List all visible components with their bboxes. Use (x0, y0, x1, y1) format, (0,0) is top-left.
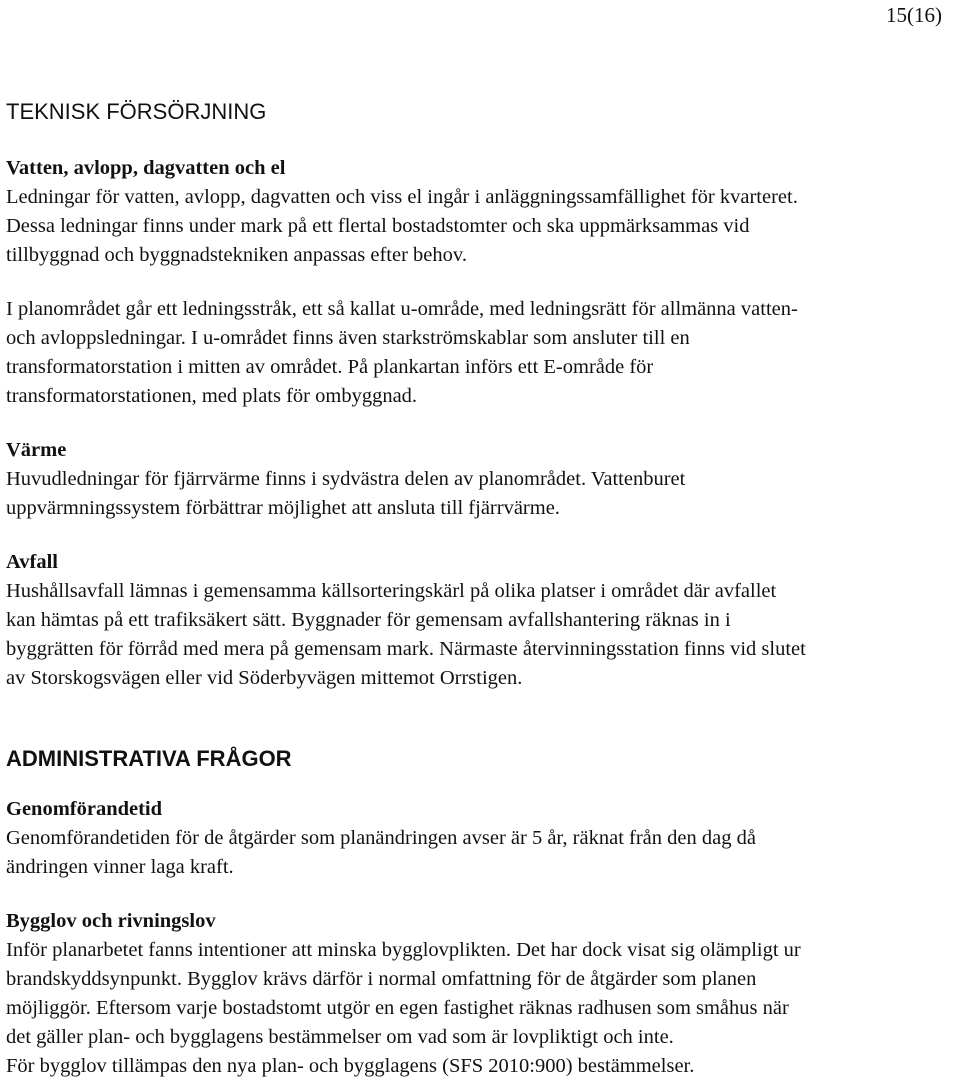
section-title-teknisk: TEKNISK FÖRSÖRJNING (6, 99, 267, 124)
heading-genomforandetid: Genomförandetid (6, 798, 163, 820)
text-line: uppvärmningssystem förbättrar möjlighet att ansluta till fjärrvärme. (6, 497, 560, 519)
text-line: brandskyddsynpunkt. Bygglov krävs därför i normal omfattning för de åtgärder som planen (6, 968, 757, 990)
text-line: tillbyggnad och byggnadstekniken anpassas efter behov. (6, 244, 467, 266)
spacer (6, 882, 952, 907)
page-number: 15(16) (886, 3, 942, 27)
text-line: Ledningar för vatten, avlopp, dagvatten och viss el ingår i anläggningssamfällighet för kvarteret. (6, 186, 798, 208)
paragraph-avfall (6, 577, 952, 693)
text-line: För bygglov tillämpas den nya plan- och bygglagens (SFS 2010:900) bestämmelser. (6, 1055, 695, 1077)
paragraph-genomforandetid (6, 824, 952, 882)
text-line: Hushållsavfall lämnas i gemensamma källsorteringskärl på olika platser i området där avfallet (6, 580, 777, 602)
text-line: och avloppsledningar. I u-området finns även starkströmskablar som ansluter till en (6, 327, 690, 349)
text-line: byggrätten för förråd med mera på gemensam mark. Närmaste återvinningsstation finns vid slutet (6, 638, 806, 660)
paragraph-vatten-1 (6, 183, 952, 270)
spacer (6, 270, 952, 295)
spacer (6, 126, 952, 154)
text-line: ändringen vinner laga kraft. (6, 856, 234, 878)
paragraph-varme (6, 465, 952, 523)
text-line: Huvudledningar för fjärrvärme finns i sydvästra delen av planområdet. Vattenburet (6, 468, 686, 490)
spacer (6, 693, 952, 745)
document-content (6, 98, 952, 1081)
spacer (6, 523, 952, 548)
heading-bygglov: Bygglov och rivningslov (6, 910, 216, 932)
spacer (6, 773, 952, 795)
text-line: möjliggör. Eftersom varje bostadstomt utgör en egen fastighet räknas radhusen som småhus när (6, 997, 789, 1019)
text-line: Inför planarbetet fanns intentioner att minska bygglovplikten. Det har dock visat sig olämpligt ur (6, 939, 801, 961)
text-line: av Storskogsvägen eller vid Söderbyvägen mittemot Orrstigen. (6, 667, 523, 689)
text-line: transformatorstation i mitten av området. På plankartan införs ett E-område för (6, 356, 654, 378)
text-line: det gäller plan- och bygglagens bestämmelser om vad som är lovpliktigt och inte. (6, 1026, 674, 1048)
text-line: I planområdet går ett ledningsstråk, ett så kallat u-område, med ledningsrätt för allmänna vatten- (6, 298, 798, 320)
heading-avfall: Avfall (6, 551, 59, 573)
spacer (6, 411, 952, 436)
text-line: Genomförandetiden för de åtgärder som planändringen avser är 5 år, räknat från den dag då (6, 827, 756, 849)
text-line: Dessa ledningar finns under mark på ett flertal bostadstomter och ska uppmärksammas vid (6, 215, 750, 237)
text-line: kan hämtas på ett trafiksäkert sätt. Byggnader för gemensam avfallshantering räknas in i (6, 609, 731, 631)
section-title-admin: ADMINISTRATIVA FRÅGOR (6, 746, 292, 771)
paragraph-vatten-2 (6, 295, 952, 411)
paragraph-bygglov (6, 936, 952, 1081)
heading-varme: Värme (6, 439, 67, 461)
text-line: transformatorstationen, med plats för ombyggnad. (6, 385, 418, 407)
heading-vatten: Vatten, avlopp, dagvatten och el (6, 157, 286, 179)
